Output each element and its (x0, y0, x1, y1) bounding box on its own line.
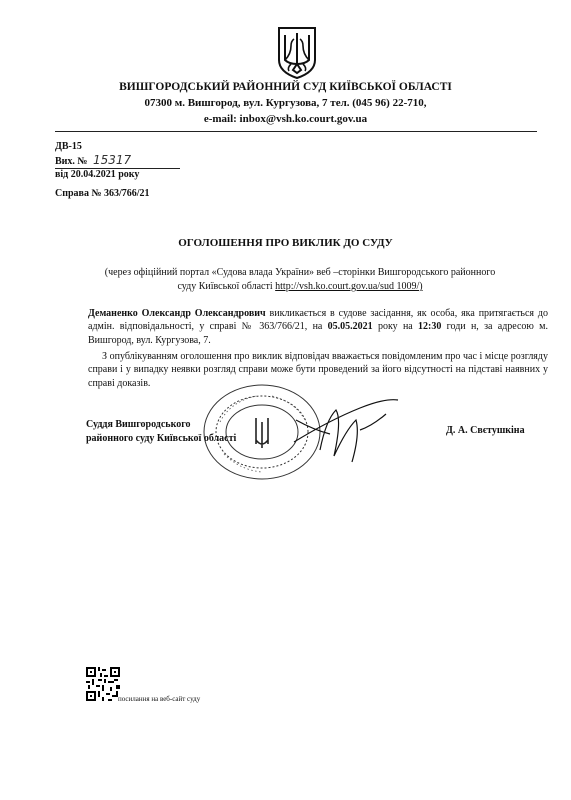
judge-name: Д. А. Свєтушкіна (446, 425, 525, 436)
court-address: 07300 м. Вишгород, вул. Кургузова, 7 тел. (045 96) 22-710, (144, 97, 427, 109)
notice-title: ОГОЛОШЕННЯ ПРО ВИКЛИК ДО СУДУ (178, 237, 393, 249)
case-number: Справа № 363/766/21 (55, 188, 150, 199)
qr-code[interactable] (86, 667, 120, 701)
judge-position-line1: Суддя Вишгородського (86, 419, 191, 430)
summons-paragraph (88, 307, 548, 347)
hearing-date: 05.05.2021 (327, 321, 373, 333)
publication-note-line2: суду Київської області (177, 281, 276, 292)
judge-handwritten-signature (290, 390, 410, 470)
court-name: ВИШГОРОДСЬКИЙ РАЙОННИЙ СУД КИЇВСЬКОЇ ОБЛАСТІ (119, 81, 452, 93)
court-email: e-mail: inbox@vsh.ko.court.gov.ua (203, 113, 368, 125)
outgoing-label: Вих. № (55, 156, 88, 167)
judge-position-line2: районного суду Київської області (86, 433, 237, 444)
header-divider (55, 131, 537, 132)
hearing-time: 12:30 (418, 321, 442, 333)
document-date: від 20.04.2021 року (55, 169, 140, 180)
trident-coat-of-arms-icon (277, 26, 317, 80)
court-website-link[interactable]: http://vsh.ko.court.gov.ua/sud 1009/) (275, 281, 423, 292)
consequences-paragraph: З опублікуванням оголошення про виклик відповідач вважається повідомленим про час і місце розгляду справи і у випадку неявки розгляд справи може бути проведений за його відсутності на підставі наявних у справі доказів. (88, 351, 548, 389)
form-code: ДВ-15 (55, 141, 82, 152)
summons-text-b: року на (372, 321, 419, 333)
outgoing-number-handwritten: 15317 (92, 153, 132, 167)
publication-note-line1: (через офіційний портал «Судова влада України» веб –сторінки Вишгородського районного (104, 267, 496, 278)
summons-text-c: годи н, за адресою м. Вишгород, вул. Кургузова, 7. (88, 321, 548, 346)
qr-caption: посилання на веб-сайт суду (118, 695, 201, 703)
outgoing-number-line (55, 154, 180, 169)
summoned-person-name: Деманенко Олександр Олександрович (88, 308, 266, 319)
summons-text-a: викликається в судове засідання, як особа, яка притягається до адмін. відповідальності, у справі № 363/766/21, на (88, 308, 548, 333)
publication-note (70, 266, 530, 294)
